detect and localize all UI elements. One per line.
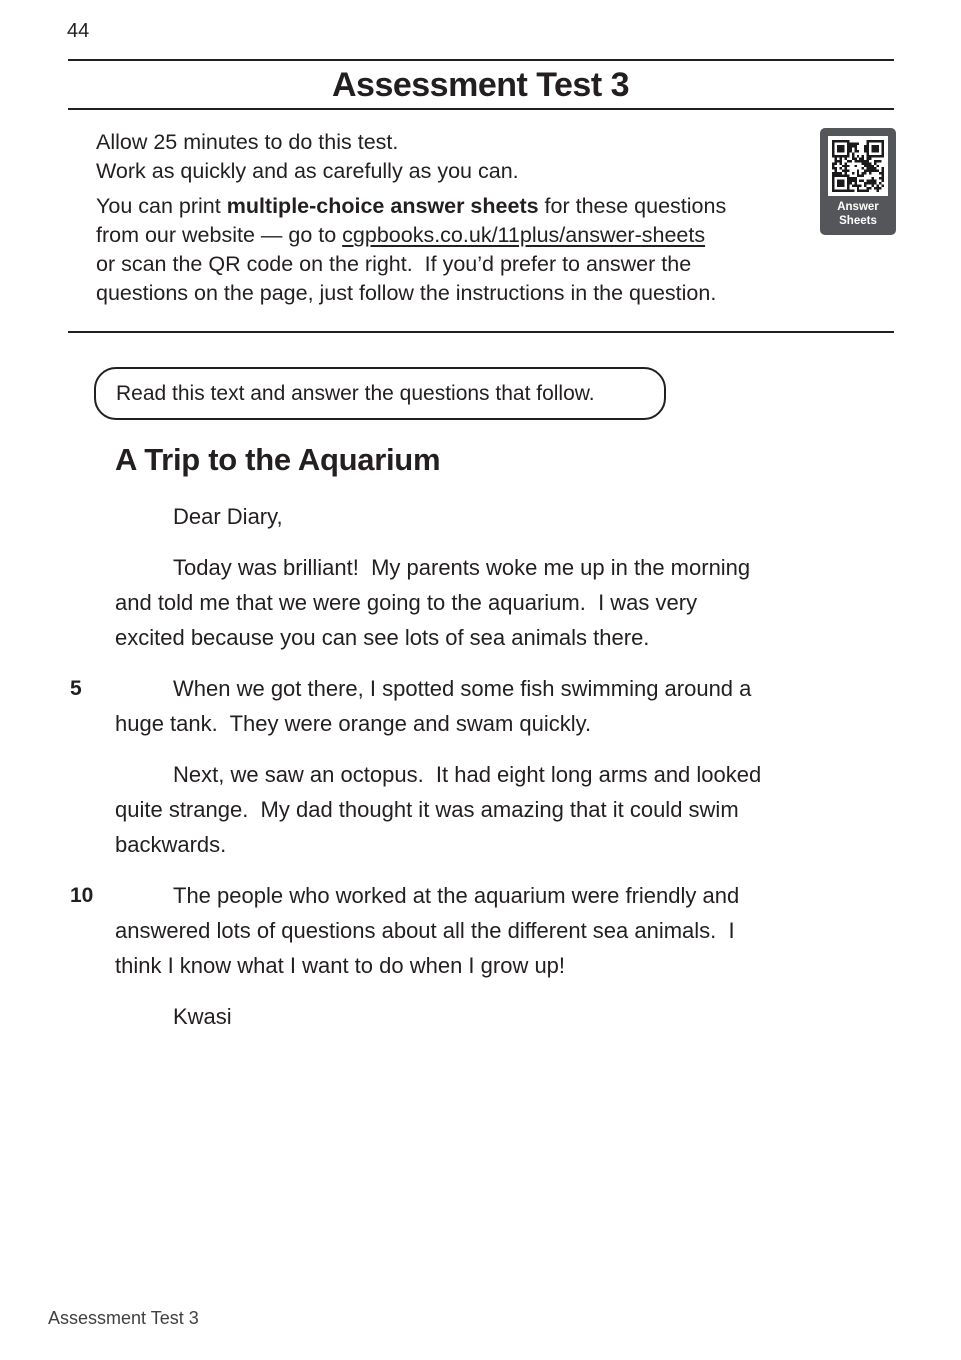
instructions-block xyxy=(96,128,812,308)
instruction-line: or scan the QR code on the right. If you’d prefer to answer the xyxy=(96,252,692,276)
passage-line: When we got there, I spotted some fish swimming around a xyxy=(173,676,752,701)
line-number-10: 10 xyxy=(70,884,94,907)
instruction-line xyxy=(96,221,812,250)
qr-code-frame xyxy=(828,136,888,196)
qr-label-line: Answer xyxy=(837,201,879,213)
passage-paragraph xyxy=(70,671,897,741)
passage-line: and told me that we were going to the aquarium. I was very xyxy=(115,590,698,615)
instruction-line: Allow 25 minutes to do this test. xyxy=(96,130,399,154)
passage-line: huge tank. They were orange and swam quickly. xyxy=(115,711,592,736)
passage-signature xyxy=(115,999,897,1034)
passage-paragraph xyxy=(70,878,897,983)
passage-line: think I know what I want to do when I grow up! xyxy=(115,953,566,978)
instruction-line: questions on the page, just follow the instructions in the question. xyxy=(96,281,717,305)
answer-sheets-url: cgpbooks.co.uk/11plus/answer-sheets xyxy=(342,223,706,247)
prompt-text: Read this text and answer the questions that follow. xyxy=(116,381,595,405)
instruction-text: You can print xyxy=(96,194,227,218)
passage-salutation xyxy=(115,499,897,534)
passage-text xyxy=(70,499,897,1050)
passage-line: answered lots of questions about all the different sea animals. I xyxy=(115,918,735,943)
page-title: Assessment Test 3 xyxy=(331,66,630,104)
instruction-bold-text: multiple-choice answer sheets xyxy=(226,194,539,218)
page-number: 44 xyxy=(67,20,90,42)
qr-label-line: Sheets xyxy=(839,215,877,227)
instruction-text: for these questions xyxy=(538,194,727,218)
answer-sheets-qr-panel xyxy=(820,128,896,235)
footer-page-label: Assessment Test 3 xyxy=(48,1308,199,1328)
passage-paragraph xyxy=(115,757,897,862)
passage-line: Today was brilliant! My parents woke me up in the morning xyxy=(173,555,751,580)
instruction-line: Work as quickly and as carefully as you can. xyxy=(96,159,519,183)
passage-line: Next, we saw an octopus. It had eight long arms and looked xyxy=(173,762,762,787)
qr-code-icon xyxy=(832,140,884,192)
divider-line xyxy=(68,331,894,333)
divider-line xyxy=(68,59,894,61)
instruction-line xyxy=(96,192,812,221)
passage-line: Kwasi xyxy=(173,1004,232,1029)
qr-label xyxy=(820,200,896,228)
passage-line: The people who worked at the aquarium were friendly and xyxy=(173,883,740,908)
divider-line xyxy=(68,108,894,110)
passage-title: A Trip to the Aquarium xyxy=(115,442,441,477)
line-number-5: 5 xyxy=(70,677,82,700)
prompt-box xyxy=(94,367,666,420)
passage-line: Dear Diary, xyxy=(173,504,283,529)
passage-paragraph xyxy=(115,550,897,655)
passage-line: quite strange. My dad thought it was amazing that it could swim xyxy=(115,797,739,822)
passage-line: backwards. xyxy=(115,832,227,857)
passage-line: excited because you can see lots of sea animals there. xyxy=(115,625,650,650)
instruction-text: from our website — go to xyxy=(96,223,343,247)
